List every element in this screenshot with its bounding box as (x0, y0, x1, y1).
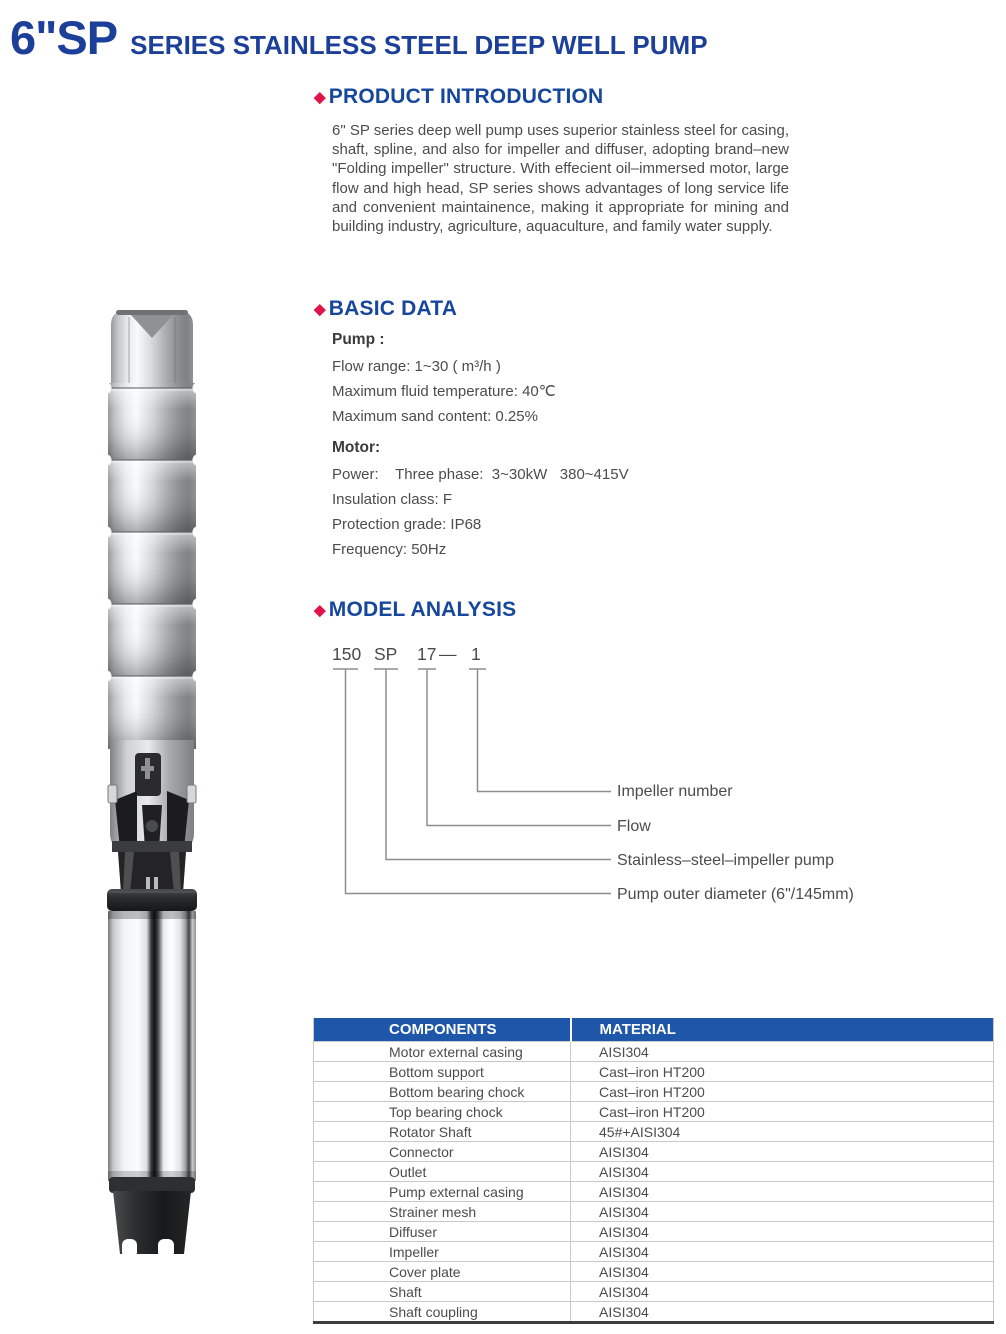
table-row (314, 1062, 994, 1082)
section-heading-label: PRODUCT INTRODUCTION (328, 85, 604, 108)
motor-sub-label: Motor: (332, 439, 381, 456)
model-label: Pump outer diameter (6"/145mm) (617, 886, 854, 903)
motor-data-line: Protection grade: IP68 (332, 516, 482, 533)
pump-photo (85, 303, 220, 1271)
material-cell: AISI304 (571, 1242, 994, 1262)
material-cell: Cast–iron HT200 (571, 1082, 994, 1102)
component-cell: Shaft coupling (314, 1302, 571, 1323)
material-cell: AISI304 (571, 1182, 994, 1202)
table-row (314, 1082, 994, 1102)
diamond-bullet-icon: ◆ (314, 601, 326, 619)
page-title-model: 6"SP (10, 11, 118, 64)
column-header-material: MATERIAL (571, 1018, 994, 1042)
table-row (314, 1122, 994, 1142)
component-cell: Motor external casing (314, 1042, 571, 1062)
intro-paragraph: 6" SP series deep well pump uses superior stainless steel for casing, shaft, spline, and also for impeller and diffuser, adopting brand–new "Folding impeller" structure. With effecient oil–immersed motor, large flow and high head, SP series shows advantages of long service life and convenient maintainence, making it appropriate for mining and building industry, agriculture, aquaculture, and family water supply. (332, 122, 789, 236)
material-cell: AISI304 (571, 1042, 994, 1062)
material-cell: 45#+AISI304 (571, 1122, 994, 1142)
pump-data-block (332, 331, 556, 429)
material-cell: AISI304 (571, 1302, 994, 1323)
material-cell: Cast–iron HT200 (571, 1102, 994, 1122)
material-cell: AISI304 (571, 1162, 994, 1182)
section-heading-label: MODEL ANALYSIS (328, 598, 517, 621)
material-cell: AISI304 (571, 1262, 994, 1282)
pump-data-line: Flow range: 1~30 ( m³/h ) (332, 358, 501, 375)
section-heading-basic-data (314, 297, 457, 321)
model-code-part: SP (374, 644, 398, 664)
table-row (314, 1142, 994, 1162)
model-label: Flow (617, 818, 651, 835)
pump-sub-label: Pump : (332, 331, 385, 348)
page-title-series: SERIES STAINLESS STEEL DEEP WELL PUMP (130, 30, 708, 60)
table-row (314, 1182, 994, 1202)
model-code-part: 17 (417, 644, 437, 664)
column-header-components: COMPONENTS (314, 1018, 571, 1042)
component-cell: Rotator Shaft (314, 1122, 571, 1142)
motor-data-line: Insulation class: F (332, 491, 453, 508)
component-cell: Pump external casing (314, 1182, 571, 1202)
material-cell: AISI304 (571, 1282, 994, 1302)
motor-data-line: Power: Three phase: 3~30kW 380~415V (332, 466, 629, 483)
table-row (314, 1262, 994, 1282)
table-row (314, 1282, 994, 1302)
material-cell: AISI304 (571, 1142, 994, 1162)
component-cell: Shaft (314, 1282, 571, 1302)
model-code-part: 150 (332, 644, 362, 664)
table-row (314, 1242, 994, 1262)
component-cell: Impeller (314, 1242, 571, 1262)
pump-data-lines (332, 354, 556, 429)
component-cell: Diffuser (314, 1222, 571, 1242)
model-label: Impeller number (617, 783, 733, 800)
section-heading-product-introduction (314, 85, 603, 109)
component-cell: Bottom support (314, 1062, 571, 1082)
component-cell: Connector (314, 1142, 571, 1162)
table-row (314, 1202, 994, 1222)
material-cell: AISI304 (571, 1222, 994, 1242)
motor-data-block (332, 439, 629, 562)
table-row (314, 1102, 994, 1122)
page-title (10, 10, 708, 65)
material-cell: Cast–iron HT200 (571, 1062, 994, 1082)
model-code-part: — (439, 644, 457, 664)
pump-data-line: Maximum sand content: 0.25% (332, 408, 538, 425)
component-cell: Bottom bearing chock (314, 1082, 571, 1102)
motor-data-line: Frequency: 50Hz (332, 541, 447, 558)
component-cell: Top bearing chock (314, 1102, 571, 1122)
table-row (314, 1162, 994, 1182)
motor-data-lines (332, 462, 629, 562)
pump-data-line: Maximum fluid temperature: 40℃ (332, 383, 556, 400)
table-row (314, 1042, 994, 1062)
components-table (313, 1018, 994, 1324)
model-code (332, 644, 532, 664)
table-row (314, 1302, 994, 1323)
model-label: Stainless–steel–impeller pump (617, 852, 834, 869)
component-cell: Outlet (314, 1162, 571, 1182)
component-cell: Cover plate (314, 1262, 571, 1282)
diamond-bullet-icon: ◆ (314, 300, 326, 318)
component-cell: Strainer mesh (314, 1202, 571, 1222)
material-cell: AISI304 (571, 1202, 994, 1222)
section-heading-model-analysis (314, 598, 516, 622)
table-header-row (314, 1018, 994, 1042)
diamond-bullet-icon: ◆ (314, 88, 326, 106)
section-heading-label: BASIC DATA (328, 297, 458, 320)
model-code-part: 1 (471, 644, 481, 664)
table-row (314, 1222, 994, 1242)
